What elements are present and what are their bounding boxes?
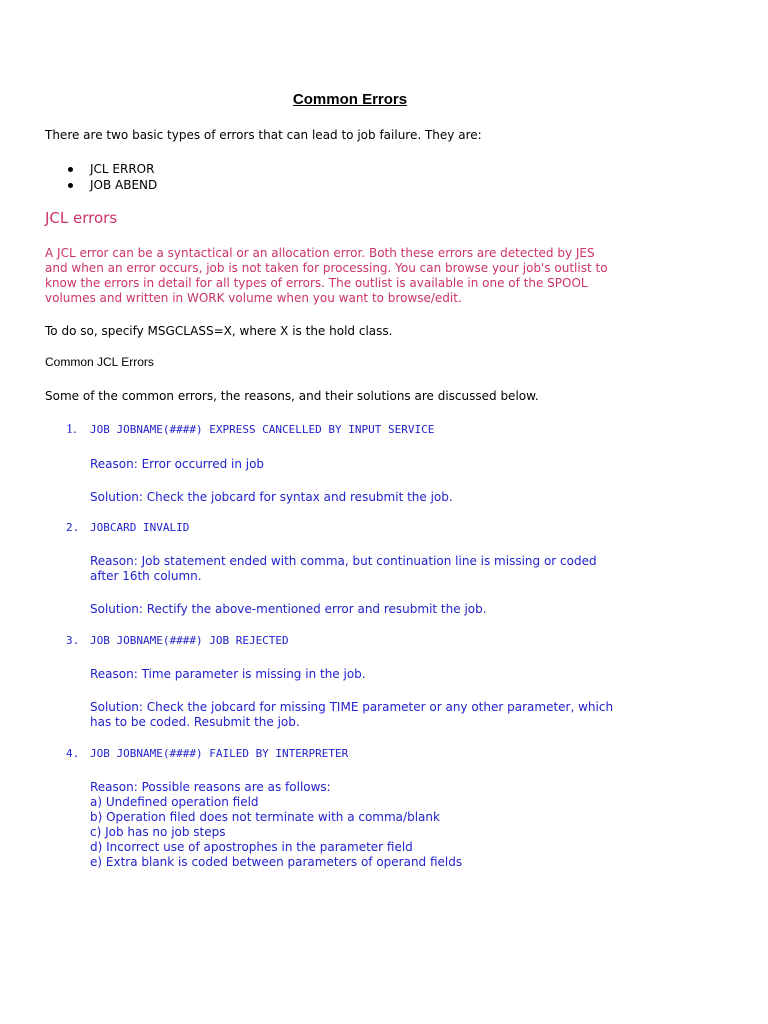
solution-text: Solution: Check the jobcard for syntax and resubmit the job. (90, 490, 453, 504)
common-jcl-errors-heading: Common JCL Errors (45, 355, 154, 369)
reason-text: Reason: Possible reasons are as follows: (90, 780, 331, 794)
error-item-2 (66, 520, 746, 616)
reason-text: a) Undefined operation field (90, 795, 259, 809)
intro-text: There are two basic types of errors that can lead to job failure. They are: (45, 128, 482, 142)
discussion-text: Some of the common errors, the reasons, and their solutions are discussed below. (45, 389, 539, 403)
paragraph-line: know the errors in detail for all types of errors. The outlist is available in one of the SPOOL (45, 276, 588, 290)
page-title: Common Errors (292, 91, 408, 108)
paragraph-line: volumes and written in WORK volume when you want to browse/edit. (45, 291, 462, 305)
list-item: JOB ABEND (68, 177, 157, 193)
section-heading-jcl-errors: JCL errors (45, 209, 118, 227)
error-code: JOB JOBNAME(####) EXPRESS CANCELLED BY INPUT SERVICE (90, 423, 435, 436)
solution-text: Solution: Rectify the above-mentioned error and resubmit the job. (90, 602, 487, 616)
error-code: JOB JOBNAME(####) FAILED BY INTERPRETER (90, 747, 349, 760)
reason-text: b) Operation filed does not terminate with a comma/blank (90, 810, 440, 824)
reason-text: d) Incorrect use of apostrophes in the parameter field (90, 840, 413, 854)
error-code: JOB JOBNAME(####) JOB REJECTED (90, 634, 289, 647)
reason-text: e) Extra blank is coded between parameters of operand fields (90, 855, 463, 869)
reason-text: Reason: Job statement ended with comma, but continuation line is missing or coded (90, 554, 597, 568)
paragraph-line: and when an error occurs, job is not taken for processing. You can browse your job's outlist to (45, 261, 608, 275)
reason-text: c) Job has no job steps (90, 825, 226, 839)
item-number: 4. (66, 747, 80, 760)
error-types-list (68, 161, 157, 193)
error-item-heading (66, 633, 746, 649)
jcl-errors-paragraph (45, 246, 665, 306)
list-item: JCL ERROR (68, 161, 157, 177)
error-item-4 (66, 746, 746, 869)
reason-text: Reason: Error occurred in job (90, 457, 265, 471)
paragraph-line: A JCL error can be a syntactical or an allocation error. Both these errors are detected by JES (45, 246, 595, 260)
reason-text: Reason: Time parameter is missing in the job. (90, 667, 366, 681)
error-code: JOBCARD INVALID (90, 521, 190, 534)
error-item-1 (66, 422, 746, 504)
reason-text: after 16th column. (90, 569, 202, 583)
error-item-heading (66, 422, 746, 438)
msgclass-text: To do so, specify MSGCLASS=X, where X is the hold class. (45, 324, 393, 338)
item-number: 2. (66, 521, 80, 534)
solution-text: has to be coded. Resubmit the job. (90, 715, 300, 729)
error-item-3 (66, 633, 746, 729)
solution-text: Solution: Check the jobcard for missing TIME parameter or any other parameter, which (90, 700, 614, 714)
error-item-heading (66, 746, 746, 762)
item-number: 1. (66, 422, 77, 437)
item-number: 3. (66, 634, 80, 647)
error-item-heading (66, 520, 746, 536)
